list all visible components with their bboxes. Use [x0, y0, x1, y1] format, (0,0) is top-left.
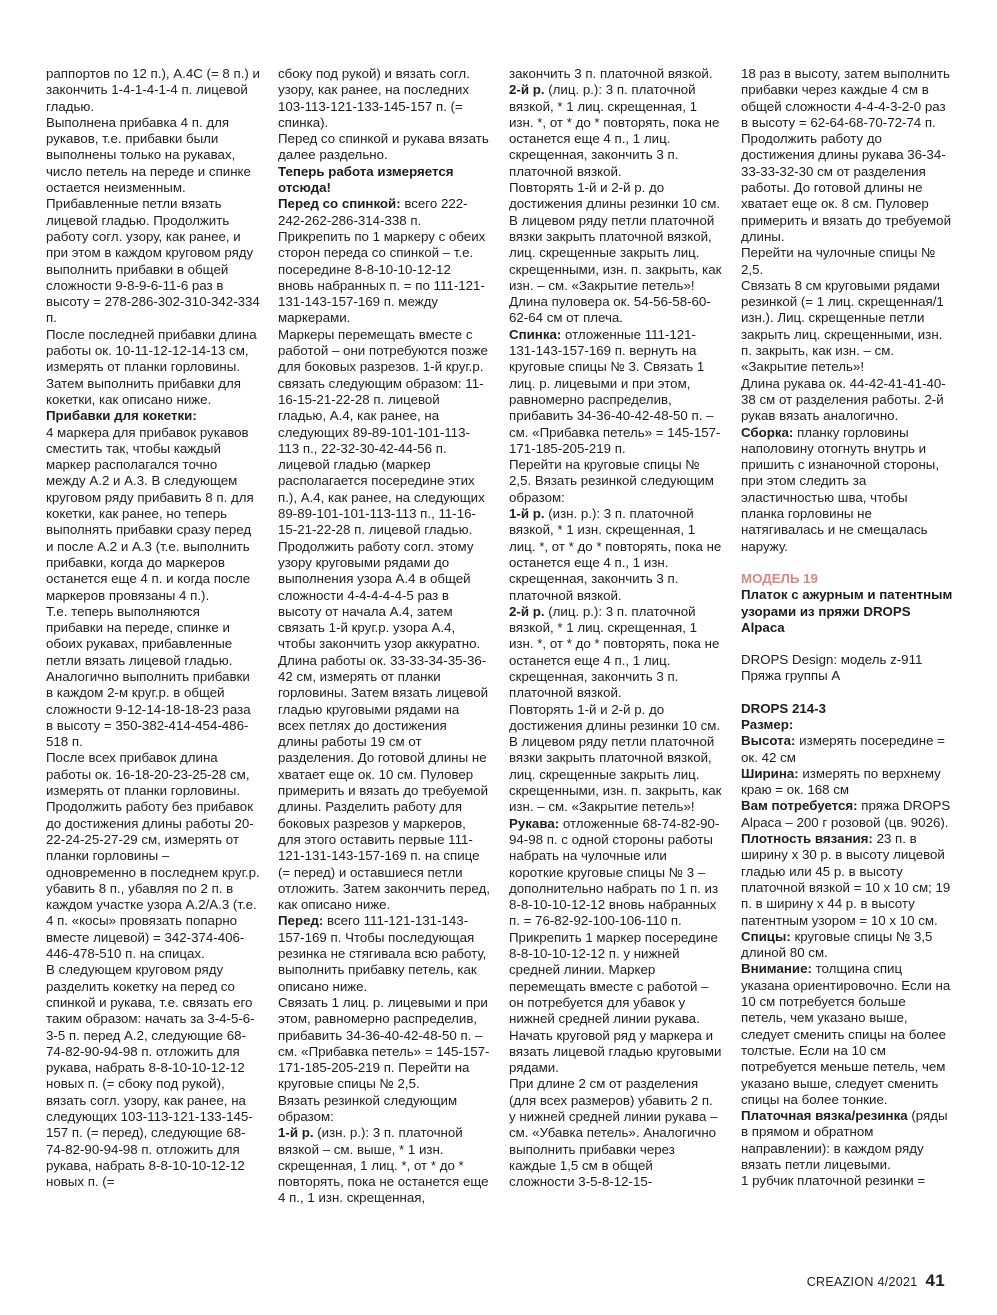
paragraph-text: отложенные 68-74-82-90-94-98 п. с одной стороны работы набрать на чулочные или короткие круговые спицы № 3 – дополнительно набрать по 1 п. из 8-8-10-10-12-12 вновь набранных п. = 76-82-92-100-106-110 п.: [509, 815, 720, 929]
paragraph-text: Повторять 1-й и 2-й р. до достижения длины резинки 10 см. В лицевом ряду петли платочной вязки закрыть платочной вязкой, лиц. скрещенные закрыть лиц. скрещенными, изн. п. закрыть, как изн. – см. «Закрытие петель»!: [509, 180, 722, 293]
paragraph-text: (лиц. р.): 3 п. платочной вязкой, * 1 лиц. скрещенная, 1 изн. *, от * до * повторять, пока не останется еще 4 п., 1 лиц. скрещенная, закончить 3 п. платочной вязкой.: [509, 82, 720, 179]
bold-label: Плотность вязания:: [741, 831, 873, 847]
paragraph-text: измерять посередине = ок. 42 см: [741, 733, 945, 765]
bold-label: Платочная вязка/резинка: [741, 1108, 908, 1124]
paragraph-text: Выполнена прибавка 4 п. для рукавов, т.е. прибавки были выполнены только на рукавах, число петель на переде и спинке остается неизменным. Прибавленные петли вязать лицевой гладью. Продолжить работу согл. узору, как ранее, и при этом в каждом круговом ряду выполнить прибавки в общей сложности 9-8-9-6-11-6 раз в высоту = 278-286-302-310-342-334 п.: [46, 114, 260, 326]
paragraph: [46, 327, 260, 408]
paragraph: [509, 82, 722, 180]
paragraph: [509, 327, 722, 457]
bold-label: Перед:: [278, 913, 324, 929]
bold-label: Внимание:: [741, 961, 812, 977]
paragraph-text: Вязать резинкой следующим образом:: [278, 1092, 458, 1124]
paragraph: [509, 66, 722, 82]
paragraph: [741, 245, 953, 278]
bold-label: 1-й р.: [278, 1125, 314, 1141]
paragraph-text: круговые спицы № 3,5 длиной 80 см.: [741, 928, 933, 961]
paragraph: [46, 115, 260, 327]
paragraph: [741, 961, 953, 1108]
paragraph: [741, 652, 953, 668]
paragraph: [509, 604, 722, 702]
paragraph-text: раппортов по 12 п.), А.4С (= 8 п.) и закончить 1-4-1-4-1-4 п. лицевой гладью.: [46, 66, 260, 114]
paragraph: [741, 831, 953, 929]
bold-label: Вам потребуется:: [741, 798, 858, 814]
paragraph: [46, 962, 260, 1190]
paragraph: [278, 913, 490, 994]
paragraph: [509, 180, 722, 294]
paragraph-gap: [741, 555, 953, 571]
bold-label: 2-й р.: [509, 82, 545, 98]
paragraph: [46, 66, 260, 115]
paragraph-text: После последней прибавки длина работы ок. 10-11-12-12-14-13 см, измерять от планки горловины. Затем выполнить прибавки для кокетки, как описано ниже.: [46, 326, 257, 407]
paragraph: [46, 604, 260, 751]
paragraph-text: Перейти на чулочные спицы № 2,5.: [741, 245, 936, 277]
page-footer: [807, 1271, 945, 1291]
bold-label: Сборка:: [741, 424, 794, 440]
paragraph-gap: [741, 685, 953, 701]
paragraph: [46, 408, 260, 424]
paragraph: [278, 327, 490, 914]
paragraph: [741, 701, 953, 717]
paragraph-text: 4 маркера для прибавок рукавов сместить так, чтобы каждый маркер располагался точно между А.2 и А.3. В следующем круговом ряду прибавить 8 п. для кокетки, как ранее, но теперь выполнять прибавки сразу перед и после А.2 и А.3 (т.е. выполнить прибавки, когда до маркеров останется еще 4 п. и когда после маркеров провязаны 4 п.).: [46, 424, 254, 603]
paragraph: [741, 733, 953, 766]
paragraph: [741, 1173, 953, 1189]
paragraph: [509, 930, 722, 1077]
paragraph: [741, 668, 953, 684]
paragraph-text: Длина пуловера ок. 54-56-58-60-62-64 см от плеча.: [509, 294, 711, 326]
paragraph-text: (изн. р.): 3 п. платочной вязкой – см. выше, * 1 изн. скрещенная, 1 лиц. *, от * до * повторять, пока не останется еще 4 п., 1 изн. скрещенная,: [278, 1125, 489, 1206]
bold-label: Платок с ажурным и патентным узорами из пряжи DROPS Alpaca: [741, 587, 953, 635]
bold-label: Рукава:: [509, 815, 560, 831]
paragraph: [741, 766, 953, 799]
paragraph: [741, 798, 953, 831]
paragraph-text: измерять по верхнему краю = ок. 168 см: [741, 765, 941, 798]
paragraph-text: Маркеры перемещать вместе с работой – они потребуются позже для боковых разрезов. 1-й круг.р. связать следующим образом: 11-16-15-21-22-28 п. лицевой гладью, А.4, как ранее, на следующих 89-89-101-101-113-113 п., 22-32-30-42-44-56 п. лицевой гладью (маркер располагается посередине этих п.), А.4, как ранее, на следующих 89-89-101-101-113-113 п., 11-16-15-21-22-28 п. лицевой гладью. Продолжить работу согл. этому узору круговыми рядами до выполнения узора А.4 в общей сложности 4-4-4-4-4-5 раз в высоту от начала А.4, затем связать 1-й круг.р. узора А.4, чтобы закончить узор аккуратно. Длина работы ок. 33-33-34-35-36-42 см, измерять от планки горловины. Затем вязать лицевой гладью круговыми рядами на всех петлях до достижения длины работы 19 см от разделения. До готовой длины не хватает еще ок. 10 см. Пуловер примерить и вязать до требуемой длины. Разделить работу для боковых разрезов у маркеров, для этого оставить первые 111-121-131-143-157-169 п. на спице (= перед) и оставшиеся петли отложить. Затем закончить перед, как описано ниже.: [278, 326, 490, 913]
paragraph-text: Т.е. теперь выполняются прибавки на переде, спинке и обоих рукавах, прибавленные петли вязать лицевой гладью. Аналогично выполнить прибавки в каждом 2-м круг.р. в общей сложности 9-12-14-18-18-23 раза в высоту = 350-382-414-454-486-518 п.: [46, 603, 251, 750]
magazine-issue: CREAZION 4/2021: [806, 1275, 918, 1289]
paragraph: [509, 816, 722, 930]
paragraph-text: всего 111-121-131-143-157-169 п. Чтобы последующая резинка не стягивала всю работу, выполнить прибавку петель, как описано ниже.: [278, 913, 487, 994]
paragraph: [741, 376, 953, 425]
paragraph-text: закончить 3 п. платочной вязкой.: [509, 66, 713, 81]
model-heading: МОДЕЛЬ 19: [741, 570, 818, 586]
bold-label: 2-й р.: [509, 603, 545, 619]
bold-label: Перед со спинкой:: [278, 196, 401, 212]
paragraph: [46, 425, 260, 604]
paragraph-text: Связать 1 лиц. р. лицевыми и при этом, равномерно распределив, прибавить 34-36-40-42-48-50 п. – см. «Прибавка петель» = 145-157-171-185-205-219 п. Перейти на круговые спицы № 2,5.: [278, 994, 490, 1092]
paragraph: [509, 294, 722, 327]
paragraph-text: отложенные 111-121-131-143-157-169 п. вернуть на круговые спицы № 3. Связать 1 лиц. р. лицевыми и при этом, равномерно распределив, прибавить 34-36-40-42-48-50 п. – см. «Прибавка петель» = 145-157-171-185-205-219 п.: [509, 326, 721, 456]
paragraph-text: Пряжа группы А: [741, 668, 841, 684]
paragraph: [741, 425, 953, 555]
text-column-4: [741, 66, 953, 1190]
paragraph-text: 23 п. в ширину х 30 р. в высоту лицевой гладью или 45 р. в высоту платочной вязкой = 10 х 10 см; 19 п. в ширину х 44 р. в высоту патентным узором = 10 х 10 см.: [741, 831, 951, 928]
text-column-1: [46, 66, 260, 1190]
paragraph: [278, 66, 490, 131]
bold-label: Спинка:: [509, 326, 562, 342]
paragraph-text: Перед со спинкой и рукава вязать далее раздельно.: [278, 131, 489, 163]
text-column-3: [509, 66, 722, 1190]
bold-label: Ширина:: [741, 765, 799, 781]
text-column-2: [278, 66, 490, 1207]
paragraph-text: Связать 8 см круговыми рядами резинкой (= 1 лиц. скрещенная/1 изн.). Лиц. скрещенные петли закрыть лиц. скрещенными, изн. п. закрыть, как изн. – см. «Закрытие петель»!: [741, 277, 944, 375]
paragraph-text: Повторять 1-й и 2-й р. до достижения длины резинки 10 см. В лицевом ряду петли платочной вязки закрыть платочной вязкой, лиц. скрещенные закрыть лиц. скрещенными, изн. п. закрыть, как изн. – см. «Закрытие петель»!: [509, 701, 722, 815]
paragraph: [509, 702, 722, 816]
paragraph-text: DROPS Design: модель z-911: [741, 652, 923, 668]
page-number: 41: [925, 1271, 945, 1290]
paragraph: [741, 929, 953, 962]
paragraph: [509, 1076, 722, 1190]
bold-label: 1-й р.: [509, 506, 545, 522]
paragraph: [278, 131, 490, 164]
paragraph: [278, 1125, 490, 1206]
paragraph-text: толщина спиц указана ориентировочно. Если на 10 см потребуется больше петель, чем указано выше, следует сменить спицы на более толстые. Если на 10 см потребуется меньше петель, чем указано выше, следует сменить спицы на более тонкие.: [741, 961, 951, 1107]
bold-label: DROPS 214-3: [741, 700, 826, 716]
paragraph-text: После всех прибавок длина работы ок. 16-18-20-23-25-28 см, измерять от планки горловины. Продолжить работу без прибавок до достижения длины работы 20-22-24-25-27-29 см, измерять от планки горловины – одновременно в последнем круг.р. убавить 8 п., убавляя по 2 п. в каждом участке узора А.2/А.3 (т.е. 4 п. «косы» провязать попарно вместе лицевой) = 342-374-406-446-478-510 п. на спицах.: [46, 750, 260, 962]
paragraph-text: (изн. р.): 3 п. платочной вязкой, * 1 изн. скрещенная, 1 лиц. *, от * до * повторять, пока не останется еще 4 п., 1 изн. скрещенная, закончить 3 п. платочной вязкой.: [509, 506, 722, 603]
paragraph-text: При длине 2 см от разделения (для всех размеров) убавить 2 п. у нижней средней линии рукава – см. «Убавка петель». Аналогично выполнить прибавки через каждые 1,5 см в общей сложности 3-5-8-12-15-: [509, 1076, 718, 1190]
bold-label: Теперь работа измеряется отсюда!: [278, 163, 454, 196]
bold-label: Прибавки для кокетки:: [46, 408, 197, 424]
paragraph: [741, 1108, 953, 1173]
paragraph: [741, 66, 953, 245]
paragraph-text: Перейти на круговые спицы № 2,5. Вязать резинкой следующим образом:: [509, 457, 714, 505]
paragraph: [741, 278, 953, 376]
paragraph: [46, 750, 260, 962]
paragraph-text: (ряды в прямом и обратном направлении): в каждом ряду вязать петли лицевыми.: [741, 1108, 948, 1172]
bold-label: Высота:: [741, 733, 796, 749]
paragraph: [278, 995, 490, 1093]
paragraph-text: сбоку под рукой) и вязать согл. узору, как ранее, на последних 103-113-121-133-145-157 п. (= спинка).: [278, 66, 470, 130]
paragraph: [741, 717, 953, 733]
paragraph: [741, 587, 953, 636]
paragraph: [278, 164, 490, 197]
paragraph: [509, 457, 722, 506]
paragraph-text: 1 рубчик платочной резинки =: [741, 1173, 926, 1189]
paragraph: [278, 1093, 490, 1126]
paragraph: [509, 506, 722, 604]
paragraph-text: Длина рукава ок. 44-42-41-41-40-38 см от разделения работы. 2-й рукав вязать аналогично.: [741, 375, 946, 424]
bold-label: Размер:: [741, 716, 794, 732]
paragraph-text: Прикрепить 1 маркер посередине 8-8-10-10-12-12 п. у нижней средней линии. Маркер перемещать вместе с работой – он потребуется для убавок у нижней средней линии рукава. Начать круговой ряд у маркера и вязать лицевой гладью круговыми рядами.: [509, 929, 722, 1076]
paragraph-text: всего 222-242-262-286-314-338 п. Прикрепить по 1 маркеру с обеих сторон переда со спинкой – т.е. посередине 8-8-10-10-12-12 вновь набранных п. = по 111-121-131-143-157-169 п. между маркерами.: [278, 196, 486, 326]
paragraph-text: пряжа DROPS Alpaca – 200 г розовой (цв. 9026).: [741, 798, 951, 830]
paragraph-gap: [741, 636, 953, 652]
paragraph: [278, 196, 490, 326]
paragraph-text: 18 раз в высоту, затем выполнить прибавки через каждые 4 см в общей сложности 4-4-4-3-2-0 раз в высоту = 62-64-68-70-72-74 п. Продолжить работу до достижения длины рукава 36-34-33-33-32-30 см от разделения работы. До готовой длины не хватает еще ок. 8 см. Пуловер примерить и вязать до требуемой длины.: [741, 66, 952, 244]
bold-label: Спицы:: [741, 928, 791, 944]
paragraph-text: (лиц. р.): 3 п. платочной вязкой, * 1 лиц. скрещенная, 1 изн. *, от * до * повторять, пока не останется еще 4 п., 1 лиц. скрещенная, закончить 3 п. платочной вязкой.: [509, 603, 720, 701]
paragraph-text: В следующем круговом ряду разделить кокетку на перед со спинкой и рукава, т.е. связать его таким образом: начать за 3-4-5-6-3-5 п. перед А.2, следующие 68-74-82-90-94-98 п. отложить для рукава, набрать 8-8-10-10-12-12 новых п. (= сбоку под рукой), вязать согл. узору, как ранее, на следующих 103-113-121-133-145-157 п. (= перед), следующие 68-74-82-90-94-98 п. отложить для рукава, набрать 8-8-10-10-12-12 новых п. (=: [46, 962, 255, 1190]
paragraph-text: планку горловины наполовину отогнуть внутрь и пришить с изнаночной стороны, при этом следить за эластичностью шва, чтобы планка горловины не натягивалась и не смещалась наружу.: [741, 424, 940, 554]
